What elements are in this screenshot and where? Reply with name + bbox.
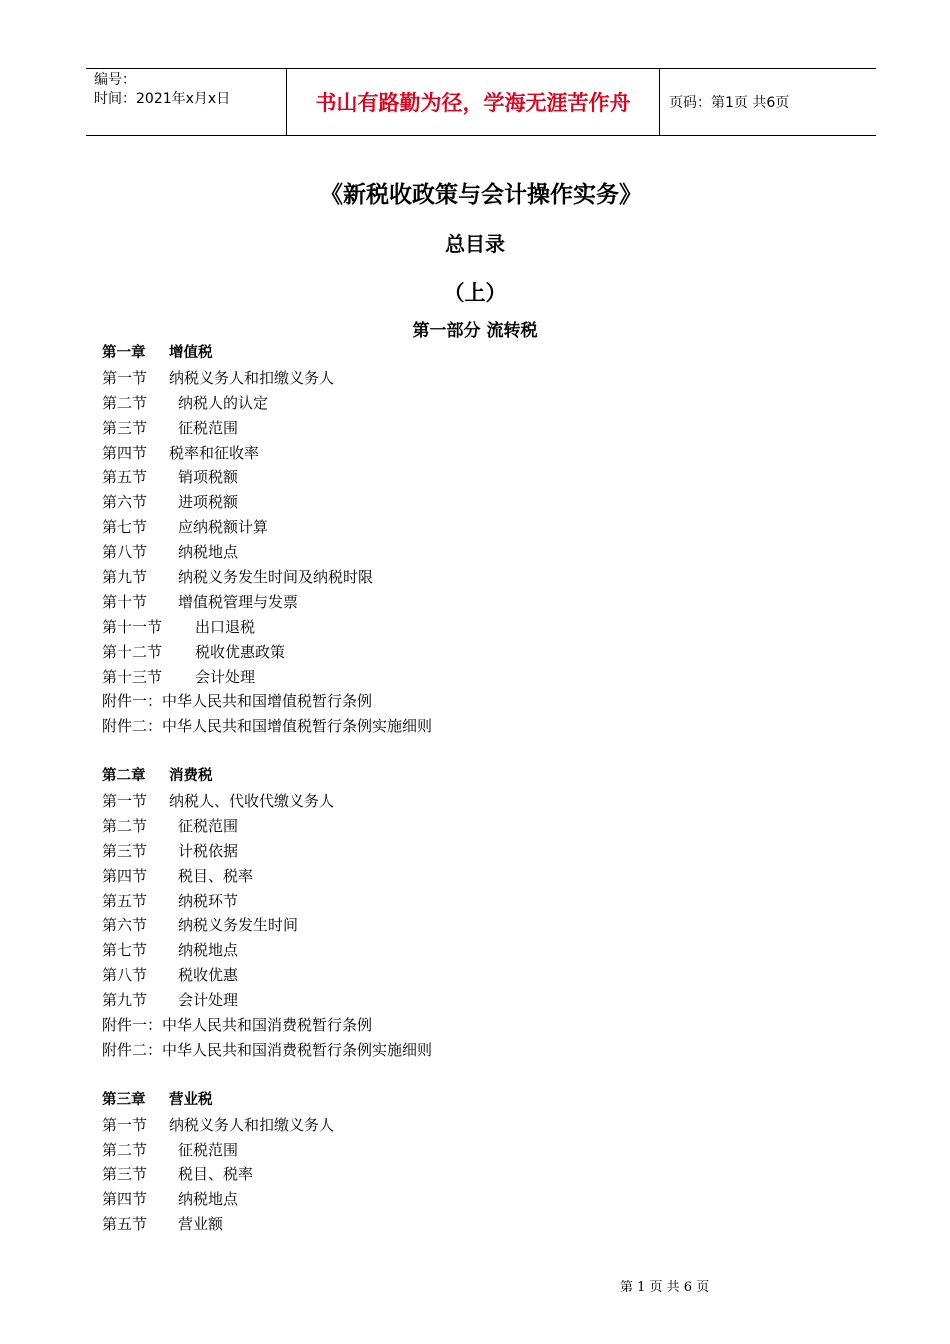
section-number: 第四节 [102,443,148,462]
page-footer: 第 1 页 共 6 页 [620,1280,710,1295]
section-number: 第十二节 [102,642,163,661]
section-number: 第十三节 [102,667,163,686]
header-slogan: 书山有路勤为径，学海无涯苦作舟 [287,69,660,135]
section-number: 第十节 [102,592,148,611]
section-number: 第九节 [102,568,148,587]
toc-entry [102,1138,862,1163]
toc-entry [102,938,862,963]
toc-entry [102,490,862,515]
header-page-info: 页码：第1页 共6页 [669,95,790,111]
section-number: 第三节 [102,841,148,860]
section-title: 纳税地点 [178,1190,239,1209]
section-title: 会计处理 [195,667,256,686]
number-label: 编号： [94,72,136,88]
section-title: 营业额 [178,1215,224,1234]
toc-entry [102,864,862,889]
section-number: 第四节 [102,866,148,885]
document-title: 《新税收政策与会计操作实务》 [320,182,642,208]
section-number: 第一节 [102,368,148,387]
section-title: 征税范围 [178,418,239,437]
toc-entry [102,565,862,590]
section-number: 第九节 [102,991,148,1010]
section-title: 税率和征收率 [169,443,260,462]
section-title: 应纳税额计算 [178,518,269,537]
section-title: 征税范围 [178,816,239,835]
toc-entry [102,665,862,690]
toc-entry [102,1162,862,1187]
section-title: 纳税地点 [178,543,239,562]
section-number: 第三节 [102,418,148,437]
chapter-heading [102,764,862,789]
table-of-contents [102,341,862,1237]
section-title: 税目、税率 [178,866,254,885]
chapter-title: 增值税 [169,345,213,361]
section-title: 进项税额 [178,493,239,512]
chapter-title: 营业税 [169,1091,213,1108]
section-number: 第十一节 [102,617,163,636]
part-heading: 第一部分 流转税 [412,321,538,341]
section-title: 销项税额 [178,468,239,487]
section-number: 第八节 [102,966,148,985]
section-number: 第五节 [102,891,148,910]
section-title: 纳税义务人和扣缴义务人 [169,1115,335,1134]
section-number: 第七节 [102,518,148,537]
toc-entry [102,839,862,864]
chapter-heading [102,1088,862,1113]
chapter-heading [102,341,862,366]
toc-entry [102,540,862,565]
appendix-entry: 附件一：中华人民共和国消费税暂行条例 [102,1016,373,1035]
appendix-entry: 附件二：中华人民共和国消费税暂行条例实施细则 [102,1040,433,1059]
section-title: 税目、税率 [178,1165,254,1184]
spacer [102,1063,862,1088]
chapter-number: 第三章 [102,1091,146,1108]
toc-entry [102,640,862,665]
section-number: 第二节 [102,1140,148,1159]
page-header [86,68,876,136]
document-subtitle: 总目录 [445,232,505,256]
toc-entry [102,889,862,914]
section-title: 纳税地点 [178,941,239,960]
chapter-number: 第二章 [102,768,146,785]
volume-label: （上） [443,281,507,305]
section-title: 税收优惠 [178,966,239,985]
section-title: 纳税人、代收代缴义务人 [169,792,335,811]
section-title: 征税范围 [178,1140,239,1159]
toc-entry [102,1212,862,1237]
appendix-entry: 附件二：中华人民共和国增值税暂行条例实施细则 [102,717,433,736]
toc-entry [102,465,862,490]
toc-entry [102,391,862,416]
spacer [102,739,862,764]
section-number: 第六节 [102,493,148,512]
toc-entry [102,416,862,441]
section-title: 税收优惠政策 [195,642,286,661]
section-number: 第六节 [102,916,148,935]
chapter-title: 消费税 [169,768,213,785]
toc-entry [102,441,862,466]
chapter-number: 第一章 [102,345,146,361]
toc-entry [102,789,862,814]
section-title: 计税依据 [178,841,239,860]
toc-entry [102,615,862,640]
section-number: 第五节 [102,1215,148,1234]
section-title: 出口退税 [195,617,256,636]
section-title: 增值税管理与发票 [178,592,299,611]
toc-entry [102,1187,862,1212]
toc-entry [102,590,862,615]
section-title: 会计处理 [178,991,239,1010]
section-number: 第二节 [102,393,148,412]
section-title: 纳税义务人和扣缴义务人 [169,368,335,387]
section-number: 第四节 [102,1190,148,1209]
toc-entry [102,988,862,1013]
time-label: 时间：2021年x月x日 [94,91,231,107]
section-title: 纳税人的认定 [178,393,269,412]
section-number: 第二节 [102,816,148,835]
section-number: 第七节 [102,941,148,960]
section-number: 第五节 [102,468,148,487]
section-number: 第一节 [102,792,148,811]
section-title: 纳税义务发生时间及纳税时限 [178,568,374,587]
toc-entry [102,814,862,839]
section-number: 第一节 [102,1115,148,1134]
toc-entry [102,963,862,988]
toc-entry [102,515,862,540]
section-number: 第三节 [102,1165,148,1184]
section-title: 纳税义务发生时间 [178,916,299,935]
toc-entry [102,366,862,391]
section-title: 纳税环节 [178,891,239,910]
header-meta [86,69,287,135]
section-number: 第八节 [102,543,148,562]
appendix-entry: 附件一：中华人民共和国增值税暂行条例 [102,692,373,711]
toc-entry [102,913,862,938]
toc-entry [102,1113,862,1138]
